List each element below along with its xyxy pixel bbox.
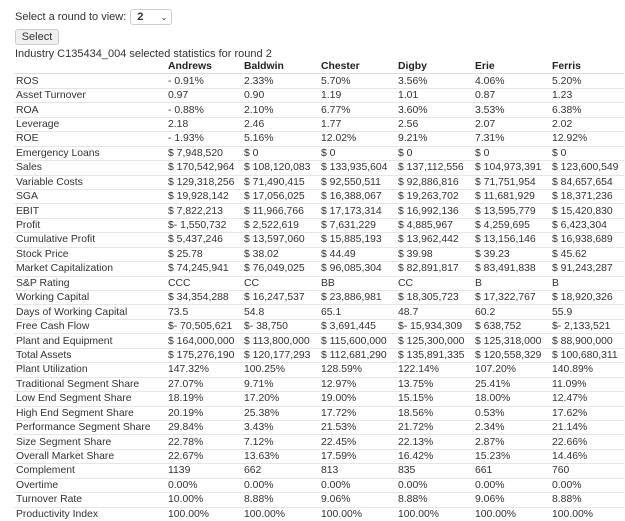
table-cell: $ 0 bbox=[396, 146, 473, 160]
chevron-down-icon: ⌄ bbox=[160, 12, 168, 22]
table-row bbox=[14, 493, 624, 507]
table-cell: 5.70% bbox=[319, 74, 396, 88]
table-cell: $ 115,600,000 bbox=[319, 334, 396, 348]
table-cell: 3.53% bbox=[473, 103, 550, 117]
table-cell: $ 137,112,556 bbox=[396, 161, 473, 175]
row-label: Productivity Index bbox=[14, 507, 166, 521]
table-row bbox=[14, 478, 624, 492]
table-cell: 12.02% bbox=[319, 132, 396, 146]
table-cell: 20.19% bbox=[166, 406, 242, 420]
table-cell: $ 39.98 bbox=[396, 247, 473, 261]
column-header-digby: Digby bbox=[396, 60, 473, 74]
round-selector bbox=[15, 8, 172, 26]
table-cell: 22.45% bbox=[319, 435, 396, 449]
table-cell: B bbox=[473, 276, 550, 290]
table-cell: $ 16,388,067 bbox=[319, 189, 396, 203]
table-cell: 22.13% bbox=[396, 435, 473, 449]
table-cell: 21.72% bbox=[396, 420, 473, 434]
row-label: Complement bbox=[14, 464, 166, 478]
row-label: Turnover Rate bbox=[14, 493, 166, 507]
table-cell: - 1.93% bbox=[166, 132, 242, 146]
table-cell: $ 74,245,941 bbox=[166, 262, 242, 276]
table-row bbox=[14, 103, 624, 117]
table-cell: 48.7 bbox=[396, 305, 473, 319]
table-cell: 100.00% bbox=[319, 507, 396, 521]
table-cell: $ 5,437,246 bbox=[166, 233, 242, 247]
table-cell: 18.19% bbox=[166, 392, 242, 406]
row-label: Profit bbox=[14, 218, 166, 232]
table-cell: B bbox=[550, 276, 624, 290]
table-cell: $ 23,886,981 bbox=[319, 291, 396, 305]
table-cell: $ 135,891,335 bbox=[396, 348, 473, 362]
table-cell: 1.77 bbox=[319, 117, 396, 131]
table-cell: 12.97% bbox=[319, 377, 396, 391]
row-label: Working Capital bbox=[14, 291, 166, 305]
table-cell: $ 100,680,311 bbox=[550, 348, 624, 362]
row-label: ROS bbox=[14, 74, 166, 88]
table-cell: 0.00% bbox=[242, 478, 319, 492]
table-cell: 661 bbox=[473, 464, 550, 478]
row-label: Variable Costs bbox=[14, 175, 166, 189]
table-row bbox=[14, 291, 624, 305]
table-cell: $ 125,300,000 bbox=[396, 334, 473, 348]
table-cell: $ 91,243,287 bbox=[550, 262, 624, 276]
table-cell: 65.1 bbox=[319, 305, 396, 319]
table-row bbox=[14, 334, 624, 348]
row-label: SGA bbox=[14, 189, 166, 203]
table-cell: BB bbox=[319, 276, 396, 290]
table-cell: $ 96,085,304 bbox=[319, 262, 396, 276]
table-cell: 0.53% bbox=[473, 406, 550, 420]
table-cell: $- 70,505,621 bbox=[166, 319, 242, 333]
table-cell: CCC bbox=[166, 276, 242, 290]
table-row bbox=[14, 435, 624, 449]
table-row bbox=[14, 449, 624, 463]
table-cell: - 0.88% bbox=[166, 103, 242, 117]
table-cell: $ 84,657,654 bbox=[550, 175, 624, 189]
table-cell: $ 16,938,689 bbox=[550, 233, 624, 247]
table-cell: $ 38.02 bbox=[242, 247, 319, 261]
table-row bbox=[14, 218, 624, 232]
table-cell: 17.72% bbox=[319, 406, 396, 420]
table-cell: 14.46% bbox=[550, 449, 624, 463]
table-cell: $ 0 bbox=[473, 146, 550, 160]
table-cell: 8.88% bbox=[396, 493, 473, 507]
table-row bbox=[14, 262, 624, 276]
table-row bbox=[14, 377, 624, 391]
table-cell: 18.00% bbox=[473, 392, 550, 406]
table-cell: 0.00% bbox=[166, 478, 242, 492]
round-select-value: 2 bbox=[137, 11, 144, 23]
row-label: Size Segment Share bbox=[14, 435, 166, 449]
table-cell: $ 13,156,146 bbox=[473, 233, 550, 247]
table-cell: 29.84% bbox=[166, 420, 242, 434]
table-row bbox=[14, 189, 624, 203]
table-row bbox=[14, 420, 624, 434]
table-cell: 22.66% bbox=[550, 435, 624, 449]
table-cell: $ 120,177,293 bbox=[242, 348, 319, 362]
table-cell: $ 19,263,702 bbox=[396, 189, 473, 203]
table-cell: 19.00% bbox=[319, 392, 396, 406]
table-cell: $ 120,558,329 bbox=[473, 348, 550, 362]
table-cell: $ 88,900,000 bbox=[550, 334, 624, 348]
table-cell: $ 0 bbox=[550, 146, 624, 160]
table-cell: 0.90 bbox=[242, 88, 319, 102]
row-label: Emergency Loans bbox=[14, 146, 166, 160]
table-cell: $ 71,751,954 bbox=[473, 175, 550, 189]
table-cell: 2.87% bbox=[473, 435, 550, 449]
row-label: Market Capitalization bbox=[14, 262, 166, 276]
table-cell: 2.07 bbox=[473, 117, 550, 131]
table-cell: 122.14% bbox=[396, 363, 473, 377]
table-cell: 12.92% bbox=[550, 132, 624, 146]
table-cell: 9.71% bbox=[242, 377, 319, 391]
table-cell: $ 2,522,619 bbox=[242, 218, 319, 232]
table-cell: 107.20% bbox=[473, 363, 550, 377]
column-header-andrews: Andrews bbox=[166, 60, 242, 74]
table-row bbox=[14, 464, 624, 478]
table-cell: 27.07% bbox=[166, 377, 242, 391]
table-cell: $ 34,354,288 bbox=[166, 291, 242, 305]
table-cell: 0.00% bbox=[550, 478, 624, 492]
table-cell: 8.88% bbox=[242, 493, 319, 507]
table-cell: 100.00% bbox=[550, 507, 624, 521]
table-cell: 17.59% bbox=[319, 449, 396, 463]
table-row bbox=[14, 146, 624, 160]
table-cell: $ 7,822,213 bbox=[166, 204, 242, 218]
table-cell: 3.43% bbox=[242, 420, 319, 434]
table-row bbox=[14, 175, 624, 189]
table-cell: 2.10% bbox=[242, 103, 319, 117]
table-cell: 73.5 bbox=[166, 305, 242, 319]
row-label: EBIT bbox=[14, 204, 166, 218]
column-header-ferris: Ferris bbox=[550, 60, 624, 74]
table-row bbox=[14, 276, 624, 290]
table-cell: 100.00% bbox=[473, 507, 550, 521]
table-cell: 0.00% bbox=[473, 478, 550, 492]
table-cell: 835 bbox=[396, 464, 473, 478]
table-cell: $ 4,259,695 bbox=[473, 218, 550, 232]
table-cell: 2.46 bbox=[242, 117, 319, 131]
row-label: Performance Segment Share bbox=[14, 420, 166, 434]
table-cell: 25.38% bbox=[242, 406, 319, 420]
table-cell: $ 18,920,326 bbox=[550, 291, 624, 305]
table-cell: $ 123,600,549 bbox=[550, 161, 624, 175]
table-cell: $ 18,305,723 bbox=[396, 291, 473, 305]
table-row bbox=[14, 161, 624, 175]
table-cell: $ 45.62 bbox=[550, 247, 624, 261]
table-cell: 17.62% bbox=[550, 406, 624, 420]
round-label: Select a round to view: bbox=[15, 11, 127, 23]
table-cell: 11.09% bbox=[550, 377, 624, 391]
table-body bbox=[14, 74, 624, 521]
table-cell: 21.14% bbox=[550, 420, 624, 434]
table-cell: $ 92,886,816 bbox=[396, 175, 473, 189]
table-cell: 18.56% bbox=[396, 406, 473, 420]
table-cell: 8.88% bbox=[550, 493, 624, 507]
table-cell: 2.18 bbox=[166, 117, 242, 131]
table-cell: 10.00% bbox=[166, 493, 242, 507]
row-label: Free Cash Flow bbox=[14, 319, 166, 333]
table-cell: $ 7,948,520 bbox=[166, 146, 242, 160]
table-row bbox=[14, 247, 624, 261]
table-cell: 5.20% bbox=[550, 74, 624, 88]
table-cell: 100.25% bbox=[242, 363, 319, 377]
table-cell: $ 638,752 bbox=[473, 319, 550, 333]
table-cell: $ 16,992,136 bbox=[396, 204, 473, 218]
row-label: ROA bbox=[14, 103, 166, 117]
table-cell: 4.06% bbox=[473, 74, 550, 88]
column-header-metric bbox=[14, 60, 166, 74]
row-label: Days of Working Capital bbox=[14, 305, 166, 319]
table-cell: 100.00% bbox=[396, 507, 473, 521]
row-label: Cumulative Profit bbox=[14, 233, 166, 247]
table-cell: 21.53% bbox=[319, 420, 396, 434]
round-select[interactable] bbox=[130, 9, 172, 25]
table-cell: 22.78% bbox=[166, 435, 242, 449]
table-cell: $ 104,973,391 bbox=[473, 161, 550, 175]
table-cell: $ 13,597,060 bbox=[242, 233, 319, 247]
row-label: Total Assets bbox=[14, 348, 166, 362]
table-cell: 2.34% bbox=[473, 420, 550, 434]
table-cell: 9.06% bbox=[319, 493, 396, 507]
table-cell: $ 11,681,929 bbox=[473, 189, 550, 203]
table-cell: 100.00% bbox=[166, 507, 242, 521]
table-cell: 6.38% bbox=[550, 103, 624, 117]
table-cell: 813 bbox=[319, 464, 396, 478]
table-cell: $ 108,120,083 bbox=[242, 161, 319, 175]
table-cell: 1.19 bbox=[319, 88, 396, 102]
table-cell: $ 6,423,304 bbox=[550, 218, 624, 232]
table-cell: 0.00% bbox=[319, 478, 396, 492]
table-row bbox=[14, 132, 624, 146]
table-cell: 15.23% bbox=[473, 449, 550, 463]
row-label: Asset Turnover bbox=[14, 88, 166, 102]
table-cell: 60.2 bbox=[473, 305, 550, 319]
table-cell: $ 18,371,236 bbox=[550, 189, 624, 203]
table-cell: $- 2,133,521 bbox=[550, 319, 624, 333]
table-cell: $ 113,800,000 bbox=[242, 334, 319, 348]
table-cell: 100.00% bbox=[242, 507, 319, 521]
row-label: Overtime bbox=[14, 478, 166, 492]
table-cell: $ 13,595,779 bbox=[473, 204, 550, 218]
table-row bbox=[14, 233, 624, 247]
table-cell: 0.87 bbox=[473, 88, 550, 102]
row-label: High End Segment Share bbox=[14, 406, 166, 420]
column-header-chester: Chester bbox=[319, 60, 396, 74]
row-label: Low End Segment Share bbox=[14, 392, 166, 406]
table-cell: $ 16,247,537 bbox=[242, 291, 319, 305]
table-cell: $ 15,420,830 bbox=[550, 204, 624, 218]
table-cell: $ 0 bbox=[242, 146, 319, 160]
table-cell: 2.33% bbox=[242, 74, 319, 88]
row-label: ROE bbox=[14, 132, 166, 146]
table-cell: $ 39.23 bbox=[473, 247, 550, 261]
row-label: Plant and Equipment bbox=[14, 334, 166, 348]
table-row bbox=[14, 319, 624, 333]
table-cell: 17.20% bbox=[242, 392, 319, 406]
table-cell: 662 bbox=[242, 464, 319, 478]
table-cell: $ 7,631,229 bbox=[319, 218, 396, 232]
table-cell: $ 164,000,000 bbox=[166, 334, 242, 348]
table-cell: 0.97 bbox=[166, 88, 242, 102]
table-cell: $ 17,173,314 bbox=[319, 204, 396, 218]
table-row bbox=[14, 74, 624, 88]
table-cell: $ 125,318,000 bbox=[473, 334, 550, 348]
table-cell: 147.32% bbox=[166, 363, 242, 377]
select-button[interactable]: Select bbox=[15, 29, 59, 45]
table-cell: $ 175,276,190 bbox=[166, 348, 242, 362]
row-label: Sales bbox=[14, 161, 166, 175]
table-cell: CC bbox=[242, 276, 319, 290]
table-cell: 1139 bbox=[166, 464, 242, 478]
column-header-erie: Erie bbox=[473, 60, 550, 74]
row-label: Stock Price bbox=[14, 247, 166, 261]
table-cell: 54.8 bbox=[242, 305, 319, 319]
table-cell: 3.56% bbox=[396, 74, 473, 88]
table-cell: 140.89% bbox=[550, 363, 624, 377]
table-row bbox=[14, 117, 624, 131]
table-cell: $- 15,934,309 bbox=[396, 319, 473, 333]
table-cell: 5.16% bbox=[242, 132, 319, 146]
table-cell: 6.77% bbox=[319, 103, 396, 117]
table-cell: 55.9 bbox=[550, 305, 624, 319]
table-row bbox=[14, 406, 624, 420]
table-cell: $- 1,550,732 bbox=[166, 218, 242, 232]
table-cell: 1.01 bbox=[396, 88, 473, 102]
table-cell: $ 19,928,142 bbox=[166, 189, 242, 203]
table-cell: 2.02 bbox=[550, 117, 624, 131]
row-label: Leverage bbox=[14, 117, 166, 131]
table-cell: 3.60% bbox=[396, 103, 473, 117]
table-cell: $ 17,322,767 bbox=[473, 291, 550, 305]
table-cell: $ 3,691,445 bbox=[319, 319, 396, 333]
table-cell: 15.15% bbox=[396, 392, 473, 406]
table-cell: $ 25.78 bbox=[166, 247, 242, 261]
table-cell: $ 76,049,025 bbox=[242, 262, 319, 276]
table-cell: 7.12% bbox=[242, 435, 319, 449]
table-header-row bbox=[14, 60, 624, 74]
table-cell: 7.31% bbox=[473, 132, 550, 146]
table-cell: 13.63% bbox=[242, 449, 319, 463]
table-cell: $ 82,891,817 bbox=[396, 262, 473, 276]
statistics-table bbox=[14, 60, 624, 521]
table-row bbox=[14, 88, 624, 102]
table-cell: $ 11,966,766 bbox=[242, 204, 319, 218]
table-cell: 0.00% bbox=[396, 478, 473, 492]
table-cell: $ 0 bbox=[319, 146, 396, 160]
table-cell: $ 129,318,256 bbox=[166, 175, 242, 189]
table-cell: 22.67% bbox=[166, 449, 242, 463]
table-cell: $ 170,542,964 bbox=[166, 161, 242, 175]
table-cell: $ 13,962,442 bbox=[396, 233, 473, 247]
table-cell: 9.06% bbox=[473, 493, 550, 507]
table-cell: $ 133,935,604 bbox=[319, 161, 396, 175]
table-row bbox=[14, 363, 624, 377]
table-cell: 25.41% bbox=[473, 377, 550, 391]
table-row bbox=[14, 507, 624, 521]
row-label: Traditional Segment Share bbox=[14, 377, 166, 391]
row-label: Plant Utilization bbox=[14, 363, 166, 377]
table-cell: $ 83,491,838 bbox=[473, 262, 550, 276]
table-cell: - 0.91% bbox=[166, 74, 242, 88]
table-row bbox=[14, 204, 624, 218]
table-row bbox=[14, 348, 624, 362]
table-cell: $ 17,056,025 bbox=[242, 189, 319, 203]
table-cell: 9.21% bbox=[396, 132, 473, 146]
table-cell: $ 71,490,415 bbox=[242, 175, 319, 189]
row-label: Overall Market Share bbox=[14, 449, 166, 463]
table-cell: $ 44.49 bbox=[319, 247, 396, 261]
table-cell: 12.47% bbox=[550, 392, 624, 406]
table-cell: $ 92,550,511 bbox=[319, 175, 396, 189]
row-label: S&P Rating bbox=[14, 276, 166, 290]
table-cell: 760 bbox=[550, 464, 624, 478]
page-subtitle: Industry C135434_004 selected statistics for round 2 bbox=[15, 48, 272, 60]
table-row bbox=[14, 392, 624, 406]
table-row bbox=[14, 305, 624, 319]
table-cell: $ 112,681,290 bbox=[319, 348, 396, 362]
table-cell: $- 38,750 bbox=[242, 319, 319, 333]
table-cell: $ 15,885,193 bbox=[319, 233, 396, 247]
table-cell: $ 4,885,967 bbox=[396, 218, 473, 232]
column-header-baldwin: Baldwin bbox=[242, 60, 319, 74]
table-cell: 1.23 bbox=[550, 88, 624, 102]
table-cell: 2.56 bbox=[396, 117, 473, 131]
table-cell: CC bbox=[396, 276, 473, 290]
table-cell: 16.42% bbox=[396, 449, 473, 463]
table-cell: 13.75% bbox=[396, 377, 473, 391]
table-cell: 128.59% bbox=[319, 363, 396, 377]
